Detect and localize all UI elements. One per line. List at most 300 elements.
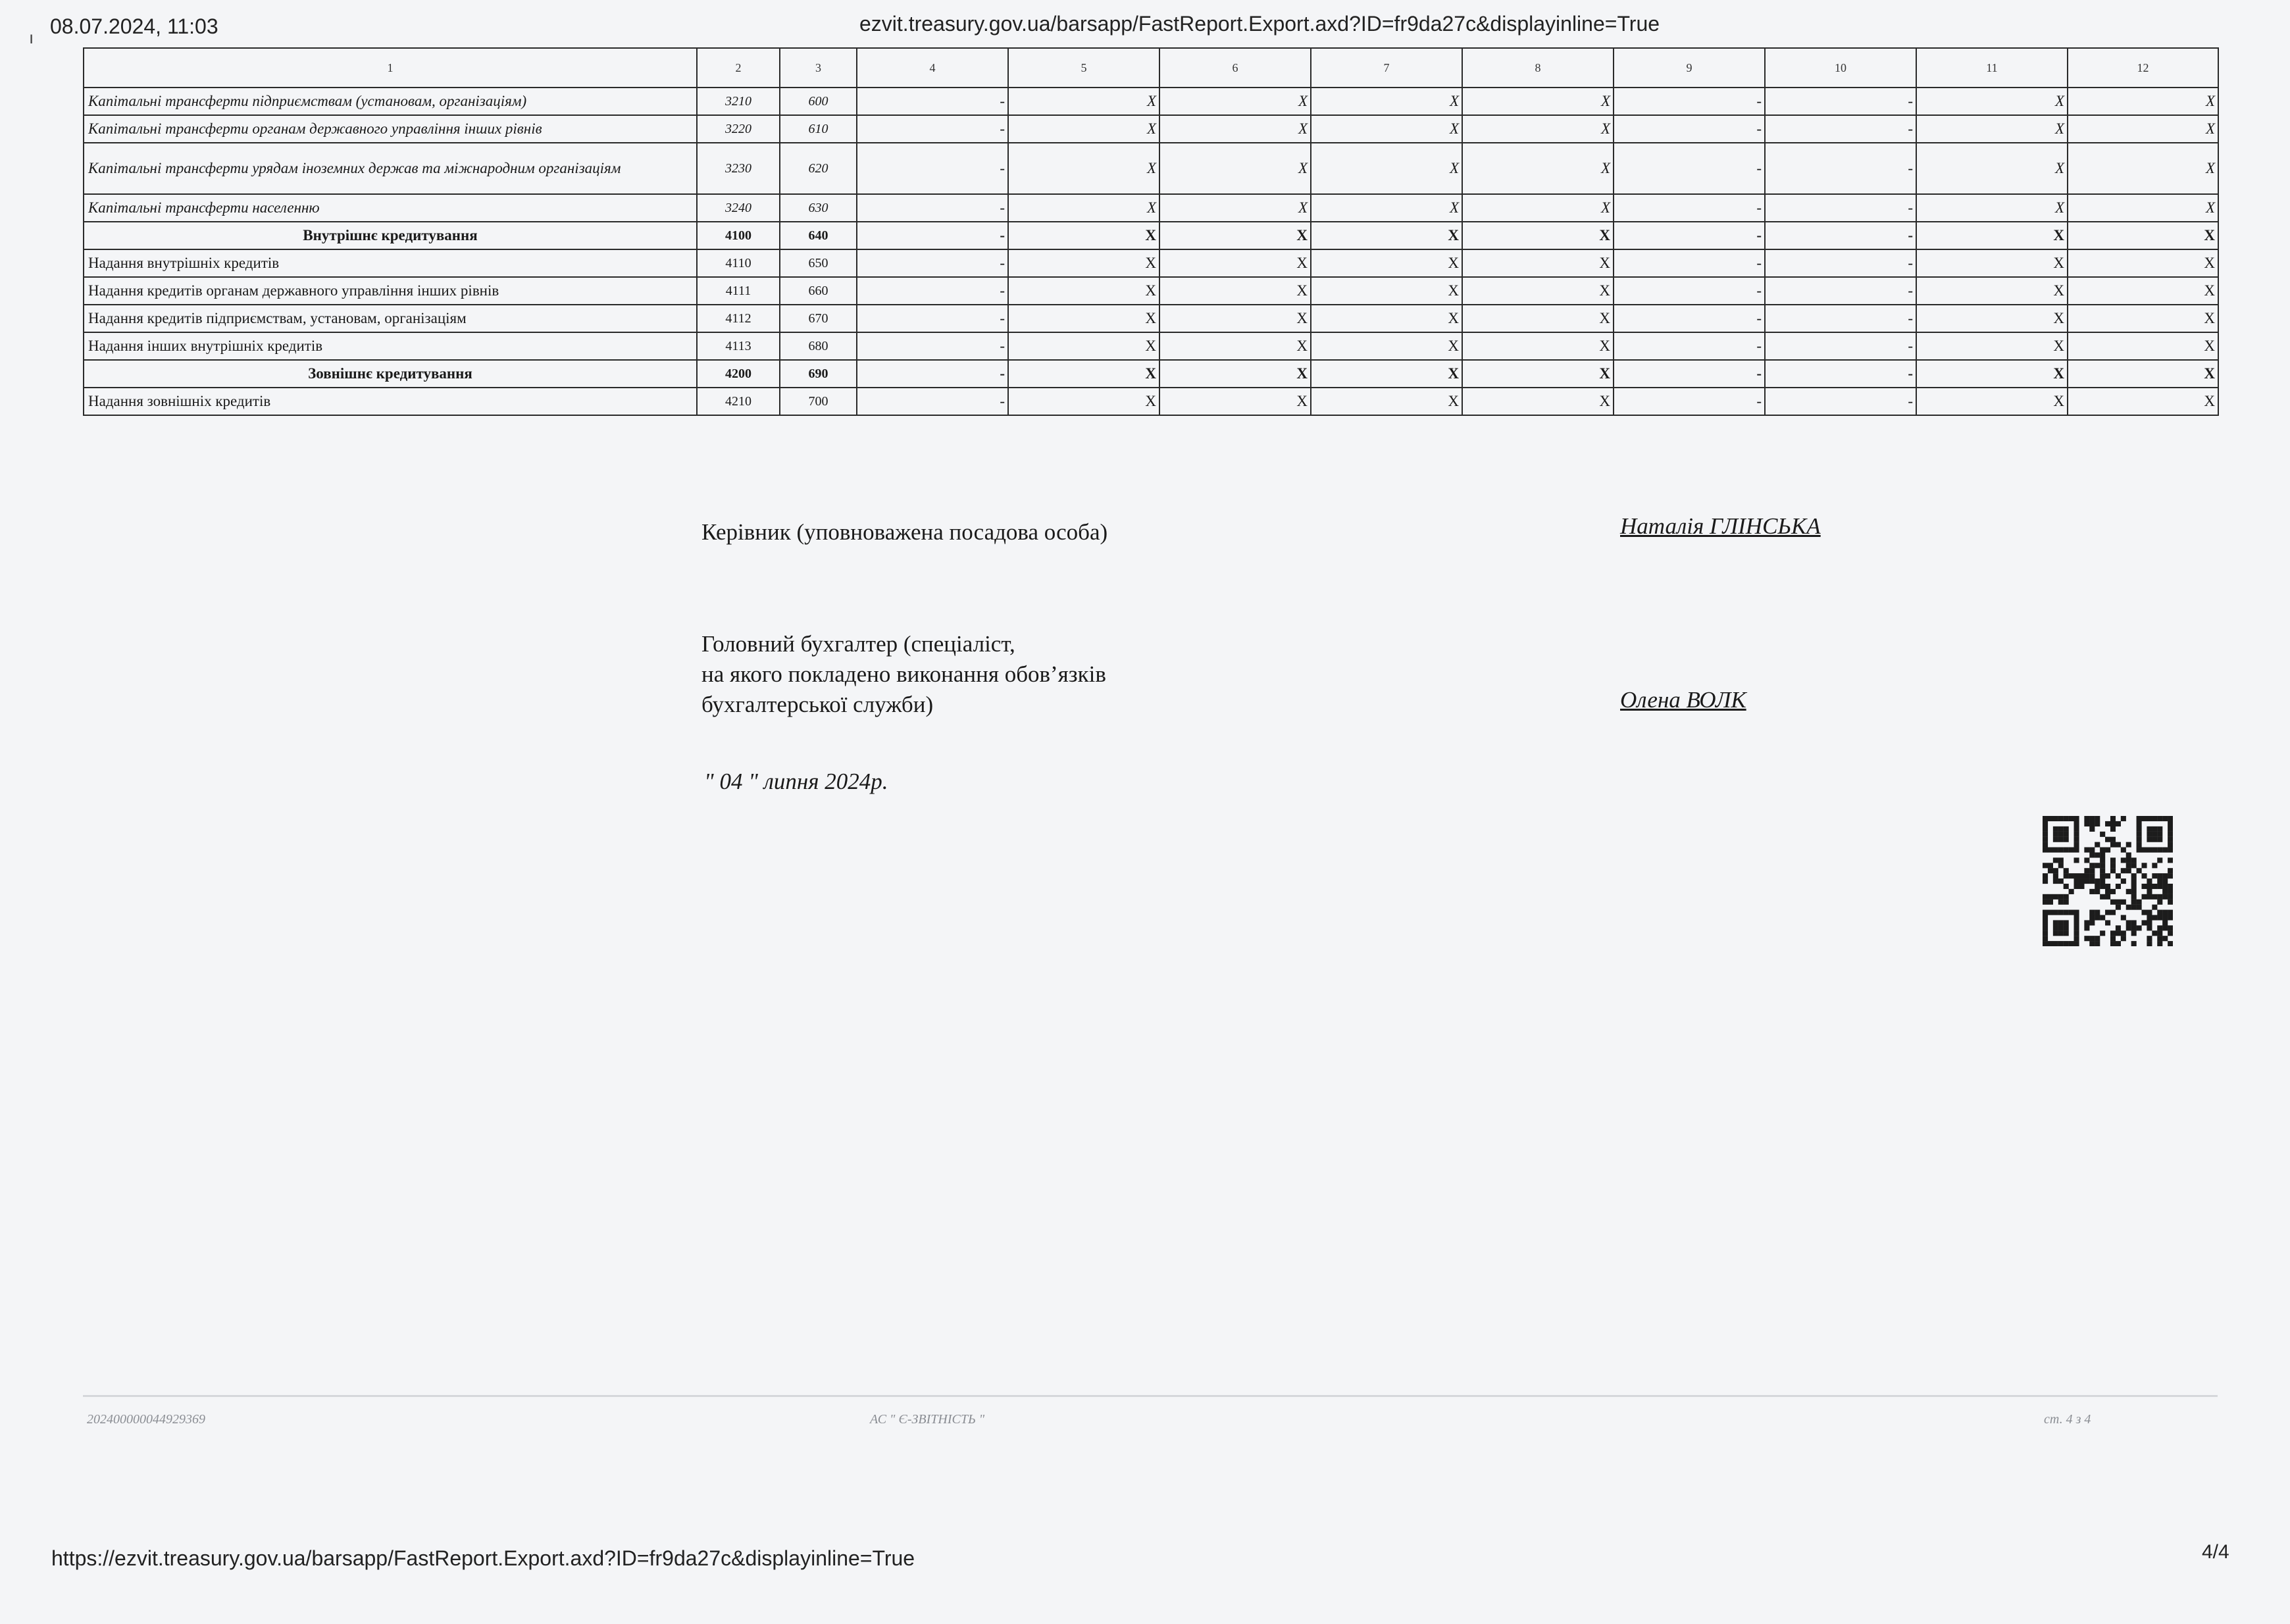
qr-module — [2157, 900, 2162, 905]
qr-module — [2116, 900, 2121, 905]
value-cell: X — [1159, 115, 1311, 143]
qr-module — [2100, 873, 2105, 878]
qr-module — [2105, 848, 2110, 853]
value-cell: X — [1916, 88, 2068, 115]
qr-module — [2141, 816, 2147, 821]
qr-module — [2110, 821, 2116, 826]
value-cell: X — [1008, 360, 1159, 388]
value-cell: - — [857, 194, 1008, 222]
qr-module — [2074, 832, 2079, 837]
qr-module — [2100, 848, 2105, 853]
line-code-cell: 690 — [780, 360, 857, 388]
qr-module — [2074, 842, 2079, 848]
kekv-code-cell: 4200 — [697, 360, 780, 388]
qr-module — [2043, 816, 2048, 821]
value-cell: - — [1614, 305, 1765, 332]
qr-module — [2048, 900, 2053, 905]
qr-module — [2121, 816, 2126, 821]
qr-module — [2043, 920, 2048, 925]
qr-module — [2147, 920, 2152, 925]
qr-module — [2074, 920, 2079, 925]
qr-module — [2121, 878, 2126, 884]
value-cell: X — [1159, 388, 1311, 415]
line-code-cell: 610 — [780, 115, 857, 143]
qr-module — [2157, 894, 2162, 900]
value-cell: - — [1765, 277, 1916, 305]
value-cell: X — [1916, 360, 2068, 388]
qr-module — [2110, 910, 2116, 915]
qr-module — [2157, 873, 2162, 878]
qr-module — [2089, 848, 2095, 853]
qr-module — [2074, 821, 2079, 826]
qr-module — [2162, 889, 2168, 894]
value-cell: X — [1008, 388, 1159, 415]
qr-module — [2105, 894, 2110, 900]
qr-module — [2084, 878, 2089, 884]
value-cell: X — [1462, 222, 1614, 249]
qr-module — [2147, 878, 2152, 884]
value-cell: X — [1159, 222, 1311, 249]
value-cell: X — [2068, 222, 2218, 249]
qr-module — [2100, 884, 2105, 889]
qr-module — [2152, 873, 2157, 878]
value-cell: X — [1159, 305, 1311, 332]
col-number: 2 — [697, 48, 780, 88]
value-cell: X — [1311, 222, 1462, 249]
qr-module — [2069, 848, 2074, 853]
qr-module — [2131, 863, 2137, 868]
qr-module — [2095, 878, 2100, 884]
col-number: 1 — [84, 48, 697, 88]
kekv-code-cell: 3210 — [697, 88, 780, 115]
qr-module — [2110, 842, 2116, 848]
table-row — [84, 277, 2218, 305]
qr-module — [2147, 894, 2152, 900]
value-cell: - — [1765, 143, 1916, 194]
qr-module — [2064, 832, 2069, 837]
qr-module — [2043, 826, 2048, 832]
qr-module — [2157, 826, 2162, 832]
qr-module — [2058, 837, 2064, 842]
qr-module — [2058, 878, 2064, 884]
qr-module — [2074, 873, 2079, 878]
value-cell: X — [1008, 194, 1159, 222]
print-footer-url[interactable]: https://ezvit.treasury.gov.ua/barsapp/FastReport.Export.axd?ID=fr9da27c&displayinline=True — [51, 1546, 915, 1570]
qr-module — [2089, 941, 2095, 946]
qr-module — [2084, 925, 2089, 930]
value-cell: - — [857, 222, 1008, 249]
qr-module — [2043, 900, 2048, 905]
row-name-cell: Капітальні трансферти населенню — [84, 194, 697, 222]
value-cell: - — [857, 277, 1008, 305]
qr-module — [2147, 884, 2152, 889]
value-cell: X — [1311, 332, 1462, 360]
qr-module — [2147, 816, 2152, 821]
qr-module — [2110, 816, 2116, 821]
value-cell: X — [1916, 249, 2068, 277]
value-cell: X — [1462, 360, 1614, 388]
qr-module — [2058, 925, 2064, 930]
qr-module — [2116, 925, 2121, 930]
qr-module — [2053, 941, 2058, 946]
qr-module — [2141, 910, 2147, 915]
qr-module — [2064, 925, 2069, 930]
qr-module — [2074, 930, 2079, 936]
value-cell: X — [1159, 249, 1311, 277]
qr-module — [2095, 910, 2100, 915]
qr-module — [2141, 894, 2147, 900]
qr-module — [2064, 941, 2069, 946]
qr-module — [2157, 816, 2162, 821]
row-name-cell: Внутрішнє кредитування — [84, 222, 697, 249]
qr-module — [2162, 873, 2168, 878]
qr-module — [2069, 910, 2074, 915]
qr-module — [2141, 873, 2147, 878]
qr-module — [2095, 884, 2100, 889]
qr-module — [2043, 837, 2048, 842]
qr-module — [2126, 889, 2131, 894]
qr-module — [2131, 884, 2137, 889]
qr-module — [2147, 832, 2152, 837]
qr-module — [2064, 920, 2069, 925]
value-cell: X — [1159, 332, 1311, 360]
accountant-signature-label — [701, 629, 1106, 720]
qr-module — [2089, 936, 2095, 941]
qr-module — [2089, 821, 2095, 826]
qr-module — [2162, 848, 2168, 853]
qr-module — [2162, 936, 2168, 941]
line-code-cell: 650 — [780, 249, 857, 277]
qr-module — [2152, 837, 2157, 842]
qr-module — [2110, 930, 2116, 936]
line-code-cell: 680 — [780, 332, 857, 360]
qr-module — [2131, 920, 2137, 925]
qr-module — [2089, 826, 2095, 832]
qr-module — [2074, 941, 2079, 946]
value-cell: X — [2068, 143, 2218, 194]
qr-module — [2147, 910, 2152, 915]
col-number: 8 — [1462, 48, 1614, 88]
accountant-label-line: Головний бухгалтер (спеціаліст, — [701, 631, 1015, 657]
qr-module — [2095, 816, 2100, 821]
qr-module — [2162, 925, 2168, 930]
col-number: 3 — [780, 48, 857, 88]
value-cell: X — [1916, 388, 2068, 415]
value-cell: X — [1159, 143, 1311, 194]
footer-page-ref: ст. 4 з 4 — [2044, 1412, 2091, 1427]
value-cell: X — [1916, 115, 2068, 143]
value-cell: X — [1008, 305, 1159, 332]
qr-module — [2137, 821, 2142, 826]
qr-module — [2100, 915, 2105, 920]
value-cell: X — [1311, 143, 1462, 194]
kekv-code-cell: 4100 — [697, 222, 780, 249]
qr-module — [2137, 837, 2142, 842]
qr-module — [2121, 900, 2126, 905]
qr-module — [2089, 889, 2095, 894]
row-name-cell: Надання кредитів підприємствам, установам, організаціям — [84, 305, 697, 332]
qr-module — [2157, 884, 2162, 889]
line-code-cell: 670 — [780, 305, 857, 332]
qr-module — [2053, 837, 2058, 842]
value-cell: - — [1614, 249, 1765, 277]
qr-module — [2048, 863, 2053, 868]
qr-module — [2126, 905, 2131, 910]
qr-module — [2053, 873, 2058, 878]
qr-module — [2079, 878, 2084, 884]
qr-module — [2157, 857, 2162, 863]
value-cell: X — [1311, 249, 1462, 277]
qr-module — [2064, 894, 2069, 900]
qr-module — [2126, 920, 2131, 925]
qr-module — [2105, 837, 2110, 842]
value-cell: X — [1462, 88, 1614, 115]
value-cell: X — [1462, 388, 1614, 415]
qr-module — [2064, 930, 2069, 936]
qr-module — [2053, 848, 2058, 853]
qr-module — [2116, 842, 2121, 848]
table-row — [84, 360, 2218, 388]
row-name-cell: Капітальні трансферти урядам іноземних держав та міжнародним організаціям — [84, 143, 697, 194]
value-cell: - — [1614, 88, 1765, 115]
qr-module — [2053, 925, 2058, 930]
qr-module — [2152, 915, 2157, 920]
value-cell: - — [857, 249, 1008, 277]
qr-module — [2168, 816, 2173, 821]
qr-module — [2058, 863, 2064, 868]
qr-module — [2084, 816, 2089, 821]
qr-module — [2064, 900, 2069, 905]
qr-module — [2074, 936, 2079, 941]
value-cell: X — [1916, 305, 2068, 332]
qr-module — [2168, 925, 2173, 930]
value-cell: X — [2068, 360, 2218, 388]
qr-module — [2147, 837, 2152, 842]
qr-module — [2137, 848, 2142, 853]
qr-module — [2074, 837, 2079, 842]
qr-module — [2058, 832, 2064, 837]
qr-module — [2064, 848, 2069, 853]
qr-module — [2168, 941, 2173, 946]
qr-module — [2064, 873, 2069, 878]
kekv-code-cell: 3220 — [697, 115, 780, 143]
qr-module — [2048, 894, 2053, 900]
value-cell: X — [2068, 115, 2218, 143]
print-page-number: 4/4 — [2202, 1541, 2229, 1563]
qr-module — [2058, 920, 2064, 925]
qr-module — [2095, 852, 2100, 857]
kekv-code-cell: 3230 — [697, 143, 780, 194]
qr-module — [2089, 816, 2095, 821]
footer-system-name: АС " Є-ЗВІТНІСТЬ " — [870, 1412, 985, 1427]
row-name-cell: Надання зовнішніх кредитів — [84, 388, 697, 415]
qr-module — [2048, 868, 2053, 873]
qr-module — [2147, 941, 2152, 946]
qr-module — [2089, 910, 2095, 915]
accountant-label-line: на якого покладено виконання обов’язків — [701, 661, 1106, 687]
qr-module — [2079, 884, 2084, 889]
col-number: 5 — [1008, 48, 1159, 88]
qr-module — [2043, 915, 2048, 920]
qr-module — [2089, 852, 2095, 857]
qr-module — [2053, 832, 2058, 837]
qr-module — [2152, 826, 2157, 832]
qr-module — [2110, 826, 2116, 832]
qr-module — [2100, 852, 2105, 857]
qr-module — [2110, 837, 2116, 842]
value-cell: X — [1462, 305, 1614, 332]
qr-module — [2121, 868, 2126, 873]
qr-module — [2089, 920, 2095, 925]
line-code-cell: 620 — [780, 143, 857, 194]
qr-module — [2100, 894, 2105, 900]
qr-module — [2074, 878, 2079, 884]
qr-module — [2131, 930, 2137, 936]
qr-module — [2168, 889, 2173, 894]
qr-module — [2137, 925, 2142, 930]
qr-module — [2157, 941, 2162, 946]
column-number-row — [84, 48, 2218, 88]
qr-module — [2168, 915, 2173, 920]
qr-module — [2105, 910, 2110, 915]
value-cell: X — [1462, 115, 1614, 143]
qr-module — [2152, 884, 2157, 889]
qr-module — [2095, 889, 2100, 894]
qr-module — [2152, 848, 2157, 853]
qr-module — [2137, 868, 2142, 873]
qr-module — [2147, 848, 2152, 853]
qr-module — [2058, 816, 2064, 821]
qr-module — [2157, 878, 2162, 884]
qr-module — [2084, 873, 2089, 878]
qr-module — [2141, 884, 2147, 889]
value-cell: X — [1008, 277, 1159, 305]
qr-module — [2168, 930, 2173, 936]
qr-module — [2116, 873, 2121, 878]
qr-module — [2069, 816, 2074, 821]
table-row — [84, 222, 2218, 249]
qr-module — [2121, 848, 2126, 853]
qr-module — [2147, 889, 2152, 894]
col-number: 12 — [2068, 48, 2218, 88]
qr-module — [2053, 910, 2058, 915]
qr-module — [2157, 848, 2162, 853]
head-signature-name: Наталія ГЛІНСЬКА — [1620, 513, 1821, 539]
qr-module — [2084, 920, 2089, 925]
col-number: 9 — [1614, 48, 1765, 88]
qr-module — [2095, 821, 2100, 826]
qr-module — [2074, 816, 2079, 821]
qr-module — [2131, 878, 2137, 884]
value-cell: - — [857, 115, 1008, 143]
qr-module — [2168, 910, 2173, 915]
qr-module — [2157, 910, 2162, 915]
qr-module — [2089, 878, 2095, 884]
qr-module — [2131, 857, 2137, 863]
report-table — [83, 47, 2219, 416]
qr-module — [2147, 826, 2152, 832]
print-header-url[interactable]: ezvit.treasury.gov.ua/barsapp/FastReport.Export.axd?ID=fr9da27c&displayinline=True — [859, 12, 1660, 36]
qr-module — [2043, 941, 2048, 946]
qr-module — [2168, 884, 2173, 889]
qr-module — [2100, 863, 2105, 868]
value-cell: X — [1462, 194, 1614, 222]
qr-module — [2058, 826, 2064, 832]
value-cell: X — [2068, 88, 2218, 115]
value-cell: X — [1916, 277, 2068, 305]
qr-module — [2131, 900, 2137, 905]
kekv-code-cell: 4111 — [697, 277, 780, 305]
qr-module — [2116, 905, 2121, 910]
value-cell: X — [1916, 332, 2068, 360]
value-cell: X — [2068, 277, 2218, 305]
value-cell: X — [1311, 305, 1462, 332]
qr-module — [2100, 878, 2105, 884]
qr-module — [2157, 925, 2162, 930]
qr-module — [2074, 848, 2079, 853]
value-cell: X — [1311, 194, 1462, 222]
qr-module — [2105, 873, 2110, 878]
table-row — [84, 305, 2218, 332]
qr-module — [2131, 873, 2137, 878]
head-signature-label: Керівник (уповноважена посадова особа) — [701, 519, 1108, 545]
qr-module — [2131, 889, 2137, 894]
value-cell: - — [1765, 360, 1916, 388]
value-cell: - — [857, 388, 1008, 415]
value-cell: - — [1765, 115, 1916, 143]
qr-module — [2053, 930, 2058, 936]
value-cell: - — [1614, 277, 1765, 305]
qr-module — [2043, 878, 2048, 884]
qr-module — [2168, 894, 2173, 900]
value-cell: X — [1916, 143, 2068, 194]
qr-module — [2116, 941, 2121, 946]
qr-module — [2126, 842, 2131, 848]
qr-module — [2064, 837, 2069, 842]
qr-module — [2126, 852, 2131, 857]
value-cell: - — [857, 88, 1008, 115]
print-timestamp: 08.07.2024, 11:03 — [50, 14, 218, 38]
qr-module — [2137, 842, 2142, 848]
value-cell: - — [857, 332, 1008, 360]
table-row — [84, 88, 2218, 115]
value-cell: - — [1765, 222, 1916, 249]
qr-module — [2121, 936, 2126, 941]
qr-module — [2048, 848, 2053, 853]
qr-module — [2100, 857, 2105, 863]
qr-module — [2069, 889, 2074, 894]
table-row — [84, 332, 2218, 360]
value-cell: - — [1765, 88, 1916, 115]
line-code-cell: 660 — [780, 277, 857, 305]
qr-module — [2064, 884, 2069, 889]
qr-module — [2126, 863, 2131, 868]
qr-module — [2152, 816, 2157, 821]
qr-module — [2084, 868, 2089, 873]
kekv-code-cell: 4112 — [697, 305, 780, 332]
qr-module — [2110, 941, 2116, 946]
qr-module — [2168, 821, 2173, 826]
value-cell: - — [1614, 360, 1765, 388]
qr-module — [2043, 832, 2048, 837]
value-cell: - — [857, 143, 1008, 194]
row-name-cell: Надання внутрішніх кредитів — [84, 249, 697, 277]
qr-module — [2110, 857, 2116, 863]
qr-module — [2126, 868, 2131, 873]
qr-module — [2157, 915, 2162, 920]
value-cell: - — [1765, 249, 1916, 277]
line-code-cell: 700 — [780, 388, 857, 415]
